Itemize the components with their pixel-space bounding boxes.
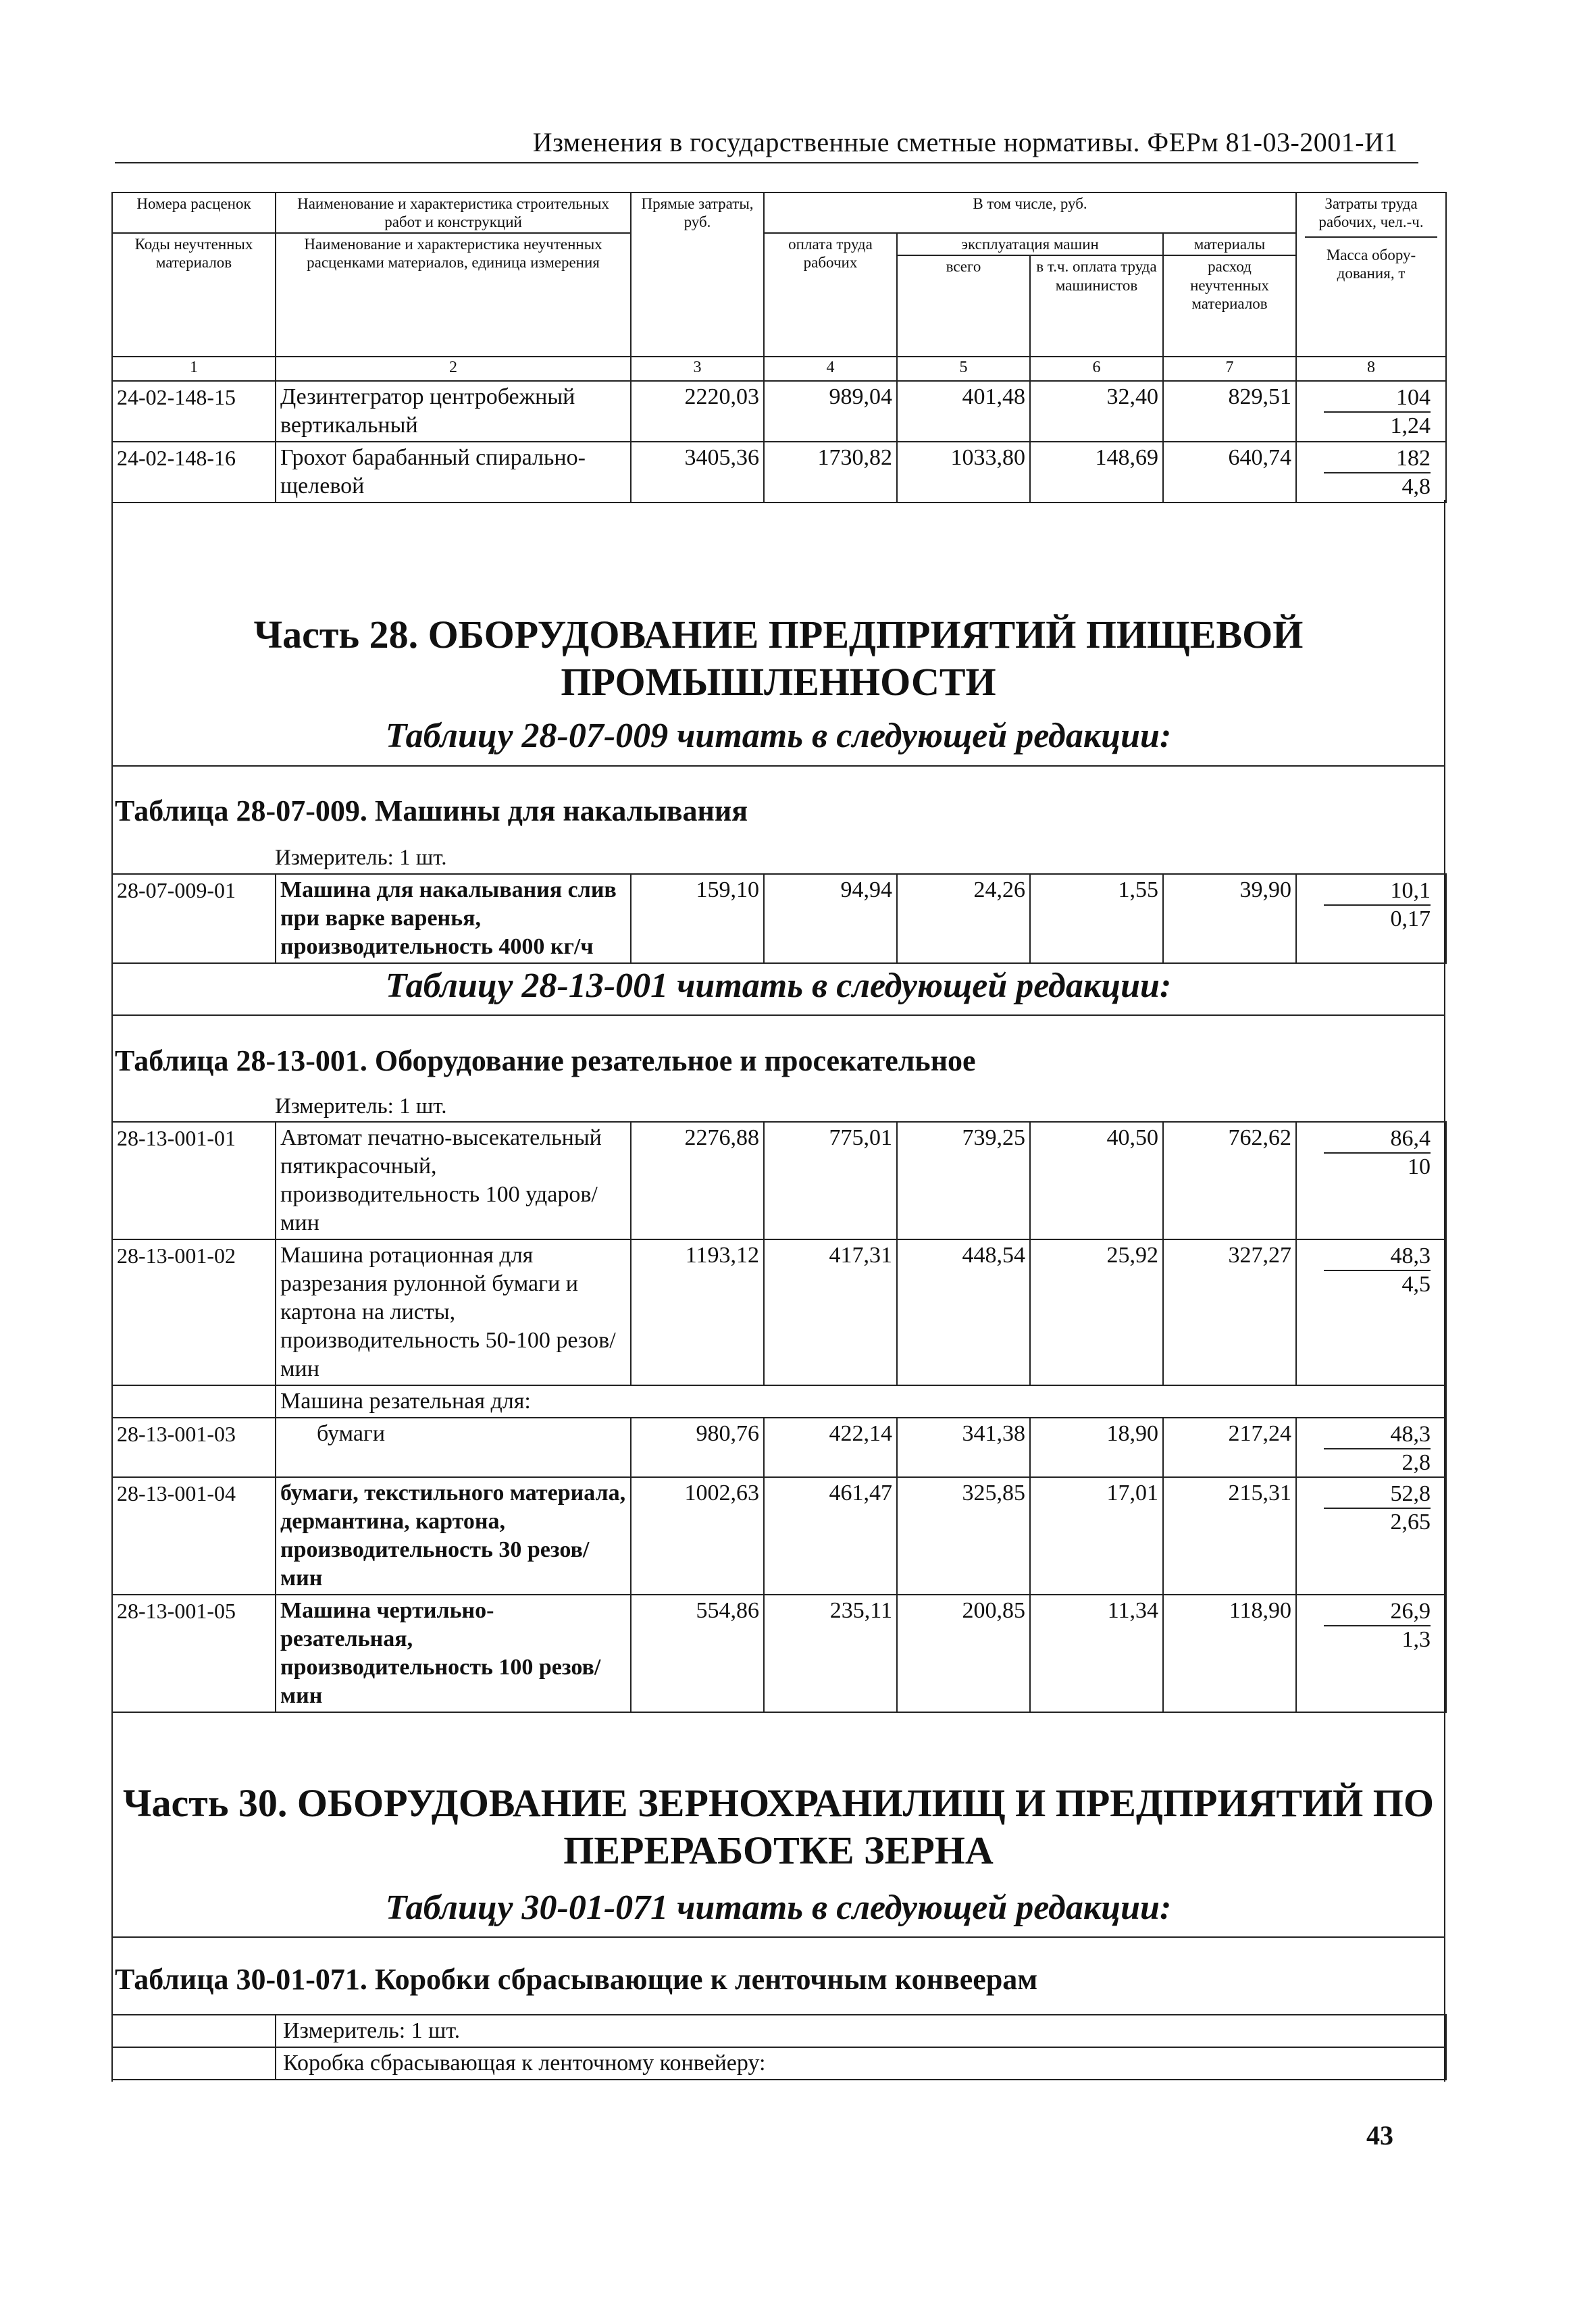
row-labor-pay: 989,04 [764,381,897,442]
col-group-header: В том числе, руб. [764,192,1296,233]
row-name: бумаги, текстильного материала, дермантина, картона, производительность 30 резов/мин [276,1477,631,1595]
table-row [112,1595,1446,1712]
row-labor-hours: 48,3 [1324,1243,1431,1271]
col-name-bottom: Наименование и характеристика неучтенных расценками материалов, единица измерения [276,233,631,357]
row-machines: 1033,80 [897,442,1030,503]
row-direct: 1002,63 [631,1477,764,1595]
col-num: 1 [112,357,276,381]
row-machinists: 148,69 [1030,442,1163,503]
row-mass: 2,8 [1401,1450,1431,1475]
row-direct: 3405,36 [631,442,764,503]
table-row [112,1239,1446,1385]
col-machinists-header: в т.ч. оплата труда машинистов [1030,255,1163,357]
row-name: Дезинтегратор центробежный вертикальный [276,381,631,442]
row-direct: 980,76 [631,1418,764,1477]
row-labor-hours: 52,8 [1324,1481,1431,1509]
col-labor-top: Затраты труда рабочих, чел.-ч. [1305,195,1437,238]
row-materials: 762,62 [1163,1122,1296,1239]
part28-note2: Таблицу 28-13-001 читать в следующей редакции: [385,967,1172,1005]
row-direct: 2220,03 [631,381,764,442]
row-labor [1296,874,1446,963]
row-labor [1296,1477,1446,1595]
part28-title: Часть 28. ОБОРУДОВАНИЕ ПРЕДПРИЯТИЙ ПИЩЕВОЙ ПРОМЫШЛЕННОСТИ [253,613,1304,704]
row-direct: 159,10 [631,874,764,963]
col-materials-header: материалы [1163,233,1296,255]
row-direct: 554,86 [631,1595,764,1712]
table-28-13-001-title: Таблица 28-13-001. Оборудование резательное и просекательное [115,1044,976,1077]
table-row [112,381,1446,442]
rates-table-header [111,192,1447,503]
row-mass: 1,24 [1390,413,1431,439]
table-row [112,1477,1446,1595]
col-codes-top: Номера расценок [136,195,251,212]
running-header [115,120,1418,163]
col-labor-header [1296,192,1446,357]
row-machinists: 25,92 [1030,1239,1163,1385]
row-labor-hours: 182 [1324,445,1431,473]
group-label: Коробка сбрасывающая к ленточному конвейеру: [276,2047,1446,2080]
row-code: 24-02-148-16 [112,442,276,503]
part30-note: Таблицу 30-01-071 читать в следующей редакции: [385,1888,1172,1927]
col-codes-bottom: Коды неучтенных материалов [112,233,276,357]
row-code: 28-07-009-01 [112,874,276,963]
row-materials: 215,31 [1163,1477,1296,1595]
empty-cell [112,1385,276,1418]
col-machines-header: эксплуатация машин [897,233,1163,255]
row-machinists: 40,50 [1030,1122,1163,1239]
table-row [112,1122,1446,1239]
row-labor-hours: 10,1 [1324,877,1431,906]
table-30-01-071-title: Таблица 30-01-071. Коробки сбрасывающие к ленточным конвеерам [115,1963,1038,1996]
row-code: 28-13-001-04 [112,1477,276,1595]
table-28-07-009 [111,873,1447,964]
row-labor-pay: 1730,82 [764,442,897,503]
col-num: 5 [897,357,1030,381]
row-labor-hours: 48,3 [1324,1421,1431,1449]
row-name: бумаги [276,1418,631,1477]
row-name: Машина чертильно-резательная, производительность 100 резов/мин [276,1595,631,1712]
row-machines: 325,85 [897,1477,1030,1595]
row-labor-pay: 94,94 [764,874,897,963]
row-mass: 4,5 [1401,1272,1431,1297]
row-machinists: 17,01 [1030,1477,1163,1595]
row-machines: 739,25 [897,1122,1030,1239]
table-30-01-071 [111,2014,1447,2080]
row-machines: 24,26 [897,874,1030,963]
row-code: 28-13-001-05 [112,1595,276,1712]
row-machinists: 32,40 [1030,381,1163,442]
row-labor-pay: 422,14 [764,1418,897,1477]
col-num: 3 [631,357,764,381]
col-direct-header: Прямые затраты, руб. [631,192,764,357]
col-materials-usage-header: расход неучтенных материалов [1163,255,1296,357]
row-labor [1296,1122,1446,1239]
row-mass: 10 [1408,1154,1431,1179]
row-materials: 118,90 [1163,1595,1296,1712]
measure-row [112,2015,1446,2047]
row-code: 28-13-001-02 [112,1239,276,1385]
row-labor-hours: 26,9 [1324,1598,1431,1626]
row-machinists: 11,34 [1030,1595,1163,1712]
row-mass: 2,65 [1390,1510,1431,1535]
col-num: 4 [764,357,897,381]
row-materials: 327,27 [1163,1239,1296,1385]
row-machinists: 1,55 [1030,874,1163,963]
col-num: 7 [1163,357,1296,381]
row-materials: 217,24 [1163,1418,1296,1477]
row-labor [1296,381,1446,442]
row-labor [1296,1418,1446,1477]
row-mass: 0,17 [1390,906,1431,931]
row-code: 24-02-148-15 [112,381,276,442]
group-label-row [112,1385,1446,1418]
table-row [112,1418,1446,1477]
table-28-13-001 [111,1121,1447,1713]
col-codes-header [112,192,276,233]
empty-cell [112,2015,276,2047]
table-row [112,874,1446,963]
table-row [112,442,1446,503]
part28-note1: Таблицу 28-07-009 читать в следующей редакции: [385,717,1172,755]
row-labor [1296,1595,1446,1712]
group-label: Машина резательная для: [276,1385,1446,1418]
group-label-row [112,2047,1446,2080]
row-name: Машина для накалывания слив при варке варенья, производительность 4000 кг/ч [276,874,631,963]
row-labor-pay: 461,47 [764,1477,897,1595]
row-machines: 341,38 [897,1418,1030,1477]
col-machines-total-header: всего [897,255,1030,357]
page-number: 43 [1366,2120,1393,2151]
row-code: 28-13-001-01 [112,1122,276,1239]
row-labor [1296,442,1446,503]
row-name: Автомат печатно-высекательный пятикрасочный, производительность 100 ударов/мин [276,1122,631,1239]
row-direct: 1193,12 [631,1239,764,1385]
row-mass: 1,3 [1401,1627,1431,1652]
row-machines: 200,85 [897,1595,1030,1712]
row-name: Грохот барабанный спирально-щелевой [276,442,631,503]
measure-label: Измеритель: 1 шт. [276,2015,1446,2047]
col-num: 8 [1296,357,1446,381]
row-labor-pay: 775,01 [764,1122,897,1239]
col-name-header [276,192,631,233]
measure-label: Измеритель: 1 шт. [275,846,447,870]
table-28-07-009-title: Таблица 28-07-009. Машины для накалывания [115,794,748,827]
row-code: 28-13-001-03 [112,1418,276,1477]
row-labor-pay: 235,11 [764,1595,897,1712]
empty-cell [112,2047,276,2080]
row-name: Машина ротационная для разрезания рулонной бумаги и картона на листы, производительность 50-100 резов/мин [276,1239,631,1385]
row-labor-pay: 417,31 [764,1239,897,1385]
col-num: 2 [276,357,631,381]
col-name-top: Наименование и характеристика строительных работ и конструкций [297,195,609,231]
row-machines: 448,54 [897,1239,1030,1385]
row-materials: 640,74 [1163,442,1296,503]
row-labor-hours: 86,4 [1324,1125,1431,1154]
row-materials: 829,51 [1163,381,1296,442]
header-title: Изменения в государственные сметные нормативы. ФЕРм 81-03-2001-И1 [532,127,1398,157]
row-direct: 2276,88 [631,1122,764,1239]
col-mass-bottom: Масса обору-дования, т [1326,247,1416,282]
row-materials: 39,90 [1163,874,1296,963]
row-labor-hours: 104 [1324,384,1431,413]
col-num: 6 [1030,357,1163,381]
row-mass: 4,8 [1401,474,1431,500]
row-machines: 401,48 [897,381,1030,442]
measure-label: Измеритель: 1 шт. [275,1094,447,1119]
col-labor-pay-header: оплата труда рабочих [764,233,897,357]
row-labor [1296,1239,1446,1385]
part30-title: Часть 30. ОБОРУДОВАНИЕ ЗЕРНОХРАНИЛИЩ И ПРЕДПРИЯТИЙ ПО ПЕРЕРАБОТКЕ ЗЕРНА [122,1781,1435,1872]
row-machinists: 18,90 [1030,1418,1163,1477]
